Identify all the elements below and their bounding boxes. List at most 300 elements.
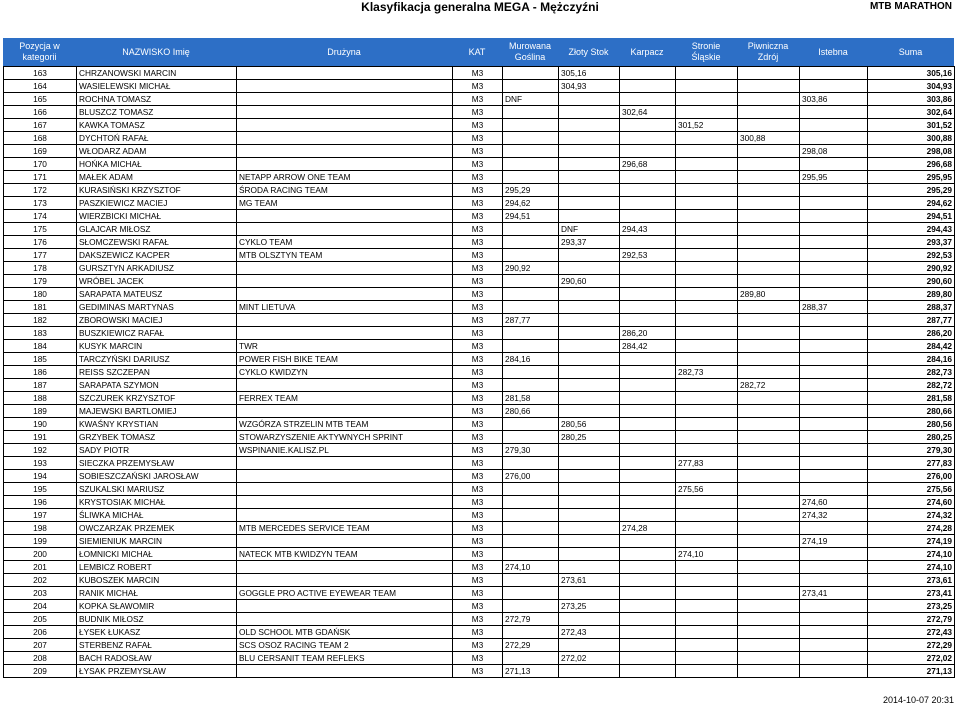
cell-piwniczna-zdroj <box>738 587 800 600</box>
cell-karpacz: 294,43 <box>620 223 676 236</box>
cell-stronie-slaskie <box>676 288 738 301</box>
cell-piwniczna-zdroj <box>738 600 800 613</box>
cell-sum: 280,25 <box>868 431 955 444</box>
col-header-karpacz[interactable]: Karpacz <box>630 46 664 57</box>
cell-position: 169 <box>4 145 77 158</box>
table-row <box>4 366 955 379</box>
cell-zloty-stok <box>559 639 620 652</box>
cell-murowana-goslina <box>503 366 559 379</box>
cell-murowana-goslina <box>503 379 559 392</box>
cell-name: REISS SZCZEPAN <box>77 366 237 379</box>
table-row <box>4 210 955 223</box>
cell-category: M3 <box>453 522 503 535</box>
cell-karpacz <box>620 197 676 210</box>
cell-sum: 284,42 <box>868 340 955 353</box>
cell-murowana-goslina <box>503 327 559 340</box>
table-row <box>4 639 955 652</box>
col-header-position[interactable]: Pozycja w kategorii <box>19 41 60 62</box>
cell-position: 197 <box>4 509 77 522</box>
cell-name: KUSYK MARCIN <box>77 340 237 353</box>
cell-sum: 281,58 <box>868 392 955 405</box>
cell-sum: 271,13 <box>868 665 955 678</box>
cell-name: RANIK MICHAŁ <box>77 587 237 600</box>
cell-zloty-stok <box>559 288 620 301</box>
cell-sum: 293,37 <box>868 236 955 249</box>
cell-piwniczna-zdroj <box>738 522 800 535</box>
table-row <box>4 600 955 613</box>
cell-position: 203 <box>4 587 77 600</box>
cell-sum: 275,56 <box>868 483 955 496</box>
table-row <box>4 626 955 639</box>
cell-murowana-goslina: 272,79 <box>503 613 559 626</box>
cell-category: M3 <box>453 145 503 158</box>
table-row <box>4 80 955 93</box>
cell-zloty-stok <box>559 392 620 405</box>
cell-istebna <box>800 80 868 93</box>
cell-istebna <box>800 665 868 678</box>
col-header-murowana-goslina[interactable]: Murowana Goślina <box>508 41 552 62</box>
cell-name: DAKSZEWICZ KACPER <box>77 249 237 262</box>
cell-karpacz: 296,68 <box>620 158 676 171</box>
cell-category: M3 <box>453 262 503 275</box>
cell-sum: 280,56 <box>868 418 955 431</box>
cell-sum: 294,62 <box>868 197 955 210</box>
cell-category: M3 <box>453 496 503 509</box>
cell-name: SARAPATA SZYMON <box>77 379 237 392</box>
cell-position: 209 <box>4 665 77 678</box>
table-row <box>4 119 955 132</box>
cell-istebna: 288,37 <box>800 301 868 314</box>
cell-team: FERREX TEAM <box>237 392 453 405</box>
cell-position: 200 <box>4 548 77 561</box>
cell-name: SZUKALSKI MARIUSZ <box>77 483 237 496</box>
cell-zloty-stok <box>559 665 620 678</box>
table-row <box>4 353 955 366</box>
cell-stronie-slaskie <box>676 106 738 119</box>
cell-istebna <box>800 418 868 431</box>
cell-name: SOBIESZCZAŃSKI JAROSŁAW <box>77 470 237 483</box>
cell-zloty-stok <box>559 145 620 158</box>
cell-zloty-stok: 273,61 <box>559 574 620 587</box>
col-header-team[interactable]: Drużyna <box>327 46 361 57</box>
col-header-name[interactable]: NAZWISKO Imię <box>122 46 190 57</box>
cell-name: CHRZANOWSKI MARCIN <box>77 67 237 80</box>
cell-team <box>237 496 453 509</box>
cell-sum: 302,64 <box>868 106 955 119</box>
cell-category: M3 <box>453 275 503 288</box>
cell-karpacz <box>620 314 676 327</box>
table-row <box>4 561 955 574</box>
cell-istebna <box>800 249 868 262</box>
cell-murowana-goslina <box>503 340 559 353</box>
cell-karpacz <box>620 626 676 639</box>
cell-sum: 272,29 <box>868 639 955 652</box>
cell-sum: 272,43 <box>868 626 955 639</box>
col-header-category[interactable]: KAT <box>468 46 486 57</box>
cell-name: GRZYBEK TOMASZ <box>77 431 237 444</box>
cell-stronie-slaskie <box>676 158 738 171</box>
cell-zloty-stok <box>559 483 620 496</box>
cell-piwniczna-zdroj <box>738 197 800 210</box>
cell-team <box>237 327 453 340</box>
cell-karpacz <box>620 119 676 132</box>
cell-category: M3 <box>453 119 503 132</box>
cell-category: M3 <box>453 444 503 457</box>
cell-sum: 295,29 <box>868 184 955 197</box>
cell-name: MAŁEK ADAM <box>77 171 237 184</box>
cell-category: M3 <box>453 379 503 392</box>
cell-karpacz <box>620 236 676 249</box>
cell-piwniczna-zdroj <box>738 262 800 275</box>
cell-team <box>237 275 453 288</box>
cell-zloty-stok <box>559 353 620 366</box>
cell-piwniczna-zdroj <box>738 613 800 626</box>
cell-position: 180 <box>4 288 77 301</box>
cell-stronie-slaskie <box>676 249 738 262</box>
cell-position: 189 <box>4 405 77 418</box>
cell-karpacz <box>620 353 676 366</box>
page-title: Klasyfikacja generalna MEGA - Mężczyźni <box>361 0 599 14</box>
cell-team: ŚRODA RACING TEAM <box>237 184 453 197</box>
cell-position: 201 <box>4 561 77 574</box>
cell-sum: 274,32 <box>868 509 955 522</box>
cell-piwniczna-zdroj <box>738 366 800 379</box>
cell-position: 190 <box>4 418 77 431</box>
table-row <box>4 158 955 171</box>
table-row <box>4 197 955 210</box>
cell-team: CYKLO KWIDZYN <box>237 366 453 379</box>
col-header-sum[interactable]: Suma <box>898 46 923 57</box>
cell-murowana-goslina <box>503 626 559 639</box>
cell-murowana-goslina: 279,30 <box>503 444 559 457</box>
cell-name: KWAŚNY KRYSTIAN <box>77 418 237 431</box>
cell-name: KAWKA TOMASZ <box>77 119 237 132</box>
cell-sum: 294,51 <box>868 210 955 223</box>
cell-stronie-slaskie <box>676 80 738 93</box>
cell-istebna: 295,95 <box>800 171 868 184</box>
cell-karpacz <box>620 431 676 444</box>
cell-position: 163 <box>4 67 77 80</box>
cell-category: M3 <box>453 223 503 236</box>
cell-team: STOWARZYSZENIE AKTYWNYCH SPRINT <box>237 431 453 444</box>
cell-position: 166 <box>4 106 77 119</box>
cell-piwniczna-zdroj <box>738 145 800 158</box>
cell-stronie-slaskie <box>676 132 738 145</box>
table-row <box>4 665 955 678</box>
cell-position: 207 <box>4 639 77 652</box>
table-row <box>4 509 955 522</box>
table-row <box>4 444 955 457</box>
cell-istebna <box>800 561 868 574</box>
table-row <box>4 314 955 327</box>
col-header-piwniczna-zdroj[interactable]: Piwniczna Zdrój <box>747 41 789 62</box>
results-table <box>3 66 955 678</box>
cell-istebna <box>800 639 868 652</box>
cell-sum: 290,60 <box>868 275 955 288</box>
cell-sum: 279,30 <box>868 444 955 457</box>
cell-karpacz <box>620 457 676 470</box>
cell-istebna: 274,32 <box>800 509 868 522</box>
cell-name: WIERZBICKI MICHAŁ <box>77 210 237 223</box>
cell-karpacz <box>620 444 676 457</box>
cell-murowana-goslina <box>503 509 559 522</box>
cell-istebna <box>800 106 868 119</box>
cell-murowana-goslina: 287,77 <box>503 314 559 327</box>
cell-piwniczna-zdroj <box>738 106 800 119</box>
cell-piwniczna-zdroj <box>738 275 800 288</box>
cell-karpacz <box>620 132 676 145</box>
cell-zloty-stok <box>559 340 620 353</box>
cell-team <box>237 67 453 80</box>
cell-murowana-goslina <box>503 457 559 470</box>
cell-piwniczna-zdroj <box>738 509 800 522</box>
cell-piwniczna-zdroj <box>738 444 800 457</box>
cell-murowana-goslina <box>503 431 559 444</box>
cell-piwniczna-zdroj <box>738 223 800 236</box>
cell-istebna <box>800 522 868 535</box>
cell-team <box>237 379 453 392</box>
cell-team <box>237 93 453 106</box>
table-row <box>4 587 955 600</box>
cell-category: M3 <box>453 301 503 314</box>
cell-zloty-stok <box>559 184 620 197</box>
cell-team <box>237 470 453 483</box>
cell-karpacz: 292,53 <box>620 249 676 262</box>
cell-name: MAJEWSKI BARTLOMIEJ <box>77 405 237 418</box>
cell-piwniczna-zdroj: 289,80 <box>738 288 800 301</box>
col-header-zloty-stok[interactable]: Złoty Stok <box>568 46 609 57</box>
cell-zloty-stok <box>559 587 620 600</box>
cell-zloty-stok <box>559 470 620 483</box>
cell-position: 188 <box>4 392 77 405</box>
cell-istebna <box>800 470 868 483</box>
cell-sum: 272,02 <box>868 652 955 665</box>
cell-zloty-stok <box>559 327 620 340</box>
cell-piwniczna-zdroj <box>738 210 800 223</box>
cell-stronie-slaskie <box>676 262 738 275</box>
cell-sum: 273,61 <box>868 574 955 587</box>
cell-team <box>237 158 453 171</box>
cell-murowana-goslina <box>503 119 559 132</box>
cell-piwniczna-zdroj <box>738 171 800 184</box>
table-row <box>4 171 955 184</box>
table-row <box>4 431 955 444</box>
cell-murowana-goslina: 294,62 <box>503 197 559 210</box>
cell-istebna <box>800 340 868 353</box>
cell-istebna <box>800 392 868 405</box>
cell-murowana-goslina: 280,66 <box>503 405 559 418</box>
cell-team <box>237 288 453 301</box>
cell-team: NETAPP ARROW ONE TEAM <box>237 171 453 184</box>
cell-zloty-stok: 290,60 <box>559 275 620 288</box>
cell-position: 198 <box>4 522 77 535</box>
table-row <box>4 184 955 197</box>
cell-stronie-slaskie: 282,73 <box>676 366 738 379</box>
cell-murowana-goslina <box>503 496 559 509</box>
table-row <box>4 223 955 236</box>
cell-name: BLUSZCZ TOMASZ <box>77 106 237 119</box>
cell-category: M3 <box>453 483 503 496</box>
cell-sum: 273,41 <box>868 587 955 600</box>
cell-murowana-goslina <box>503 106 559 119</box>
cell-name: KRYSTOSIAK MICHAŁ <box>77 496 237 509</box>
cell-zloty-stok <box>559 197 620 210</box>
cell-piwniczna-zdroj <box>738 93 800 106</box>
cell-name: STERBENZ RAFAŁ <box>77 639 237 652</box>
cell-zloty-stok <box>559 535 620 548</box>
cell-piwniczna-zdroj <box>738 470 800 483</box>
cell-istebna <box>800 366 868 379</box>
cell-position: 179 <box>4 275 77 288</box>
cell-sum: 287,77 <box>868 314 955 327</box>
cell-karpacz <box>620 210 676 223</box>
cell-murowana-goslina <box>503 483 559 496</box>
cell-karpacz <box>620 301 676 314</box>
cell-position: 178 <box>4 262 77 275</box>
cell-karpacz <box>620 392 676 405</box>
cell-position: 184 <box>4 340 77 353</box>
cell-murowana-goslina <box>503 132 559 145</box>
cell-sum: 294,43 <box>868 223 955 236</box>
cell-murowana-goslina <box>503 652 559 665</box>
cell-category: M3 <box>453 80 503 93</box>
cell-team <box>237 223 453 236</box>
cell-name: SŁOMCZEWSKI RAFAŁ <box>77 236 237 249</box>
cell-team <box>237 314 453 327</box>
cell-team <box>237 405 453 418</box>
cell-stronie-slaskie <box>676 236 738 249</box>
cell-sum: 305,16 <box>868 67 955 80</box>
cell-istebna <box>800 275 868 288</box>
cell-sum: 274,19 <box>868 535 955 548</box>
cell-zloty-stok: 280,25 <box>559 431 620 444</box>
cell-murowana-goslina: 284,16 <box>503 353 559 366</box>
cell-istebna <box>800 574 868 587</box>
cell-zloty-stok <box>559 379 620 392</box>
cell-stronie-slaskie <box>676 444 738 457</box>
cell-category: M3 <box>453 587 503 600</box>
cell-stronie-slaskie <box>676 431 738 444</box>
cell-category: M3 <box>453 639 503 652</box>
cell-piwniczna-zdroj <box>738 457 800 470</box>
cell-name: SIECZKA PRZEMYSŁAW <box>77 457 237 470</box>
cell-piwniczna-zdroj <box>738 483 800 496</box>
cell-name: ŁYSAK PRZEMYSŁAW <box>77 665 237 678</box>
cell-zloty-stok <box>559 457 620 470</box>
cell-sum: 292,53 <box>868 249 955 262</box>
cell-karpacz <box>620 184 676 197</box>
table-row <box>4 340 955 353</box>
cell-position: 172 <box>4 184 77 197</box>
cell-sum: 289,80 <box>868 288 955 301</box>
cell-piwniczna-zdroj <box>738 340 800 353</box>
cell-position: 174 <box>4 210 77 223</box>
cell-istebna: 273,41 <box>800 587 868 600</box>
cell-category: M3 <box>453 158 503 171</box>
cell-karpacz <box>620 652 676 665</box>
cell-sum: 296,68 <box>868 158 955 171</box>
cell-zloty-stok <box>559 106 620 119</box>
cell-team <box>237 574 453 587</box>
cell-position: 173 <box>4 197 77 210</box>
cell-istebna <box>800 119 868 132</box>
cell-position: 165 <box>4 93 77 106</box>
cell-zloty-stok: 305,16 <box>559 67 620 80</box>
cell-sum: 280,66 <box>868 405 955 418</box>
cell-zloty-stok <box>559 496 620 509</box>
cell-stronie-slaskie: 275,56 <box>676 483 738 496</box>
cell-istebna <box>800 405 868 418</box>
cell-position: 167 <box>4 119 77 132</box>
cell-stronie-slaskie <box>676 184 738 197</box>
cell-team <box>237 535 453 548</box>
cell-category: M3 <box>453 626 503 639</box>
table-row <box>4 405 955 418</box>
cell-karpacz <box>620 639 676 652</box>
cell-istebna <box>800 353 868 366</box>
cell-team: WZGÓRZA STRZELIN MTB TEAM <box>237 418 453 431</box>
table-row <box>4 301 955 314</box>
cell-category: M3 <box>453 613 503 626</box>
cell-zloty-stok <box>559 119 620 132</box>
cell-piwniczna-zdroj <box>738 405 800 418</box>
col-header-stronie-slaskie[interactable]: Stronie Śląskie <box>691 41 721 62</box>
cell-stronie-slaskie <box>676 496 738 509</box>
cell-stronie-slaskie <box>676 652 738 665</box>
cell-murowana-goslina <box>503 171 559 184</box>
cell-murowana-goslina: 271,13 <box>503 665 559 678</box>
cell-piwniczna-zdroj <box>738 301 800 314</box>
cell-team <box>237 132 453 145</box>
cell-category: M3 <box>453 392 503 405</box>
cell-category: M3 <box>453 431 503 444</box>
cell-piwniczna-zdroj <box>738 249 800 262</box>
cell-stronie-slaskie <box>676 379 738 392</box>
cell-karpacz <box>620 275 676 288</box>
cell-sum: 272,79 <box>868 613 955 626</box>
cell-team: GOGGLE PRO ACTIVE EYEWEAR TEAM <box>237 587 453 600</box>
cell-karpacz <box>620 379 676 392</box>
cell-team <box>237 509 453 522</box>
cell-sum: 274,60 <box>868 496 955 509</box>
cell-category: M3 <box>453 93 503 106</box>
cell-istebna <box>800 223 868 236</box>
col-header-istebna[interactable]: Istebna <box>818 46 848 57</box>
cell-istebna <box>800 236 868 249</box>
cell-category: M3 <box>453 366 503 379</box>
cell-category: M3 <box>453 353 503 366</box>
cell-team <box>237 613 453 626</box>
cell-karpacz <box>620 80 676 93</box>
cell-karpacz: 274,28 <box>620 522 676 535</box>
cell-team <box>237 457 453 470</box>
cell-karpacz <box>620 574 676 587</box>
cell-position: 183 <box>4 327 77 340</box>
cell-stronie-slaskie <box>676 665 738 678</box>
cell-piwniczna-zdroj <box>738 574 800 587</box>
cell-murowana-goslina <box>503 587 559 600</box>
cell-piwniczna-zdroj <box>738 236 800 249</box>
table-row <box>4 106 955 119</box>
cell-piwniczna-zdroj <box>738 496 800 509</box>
cell-zloty-stok: 272,43 <box>559 626 620 639</box>
cell-piwniczna-zdroj <box>738 535 800 548</box>
cell-position: 176 <box>4 236 77 249</box>
cell-istebna <box>800 197 868 210</box>
cell-zloty-stok: 272,02 <box>559 652 620 665</box>
cell-stronie-slaskie <box>676 522 738 535</box>
cell-position: 186 <box>4 366 77 379</box>
